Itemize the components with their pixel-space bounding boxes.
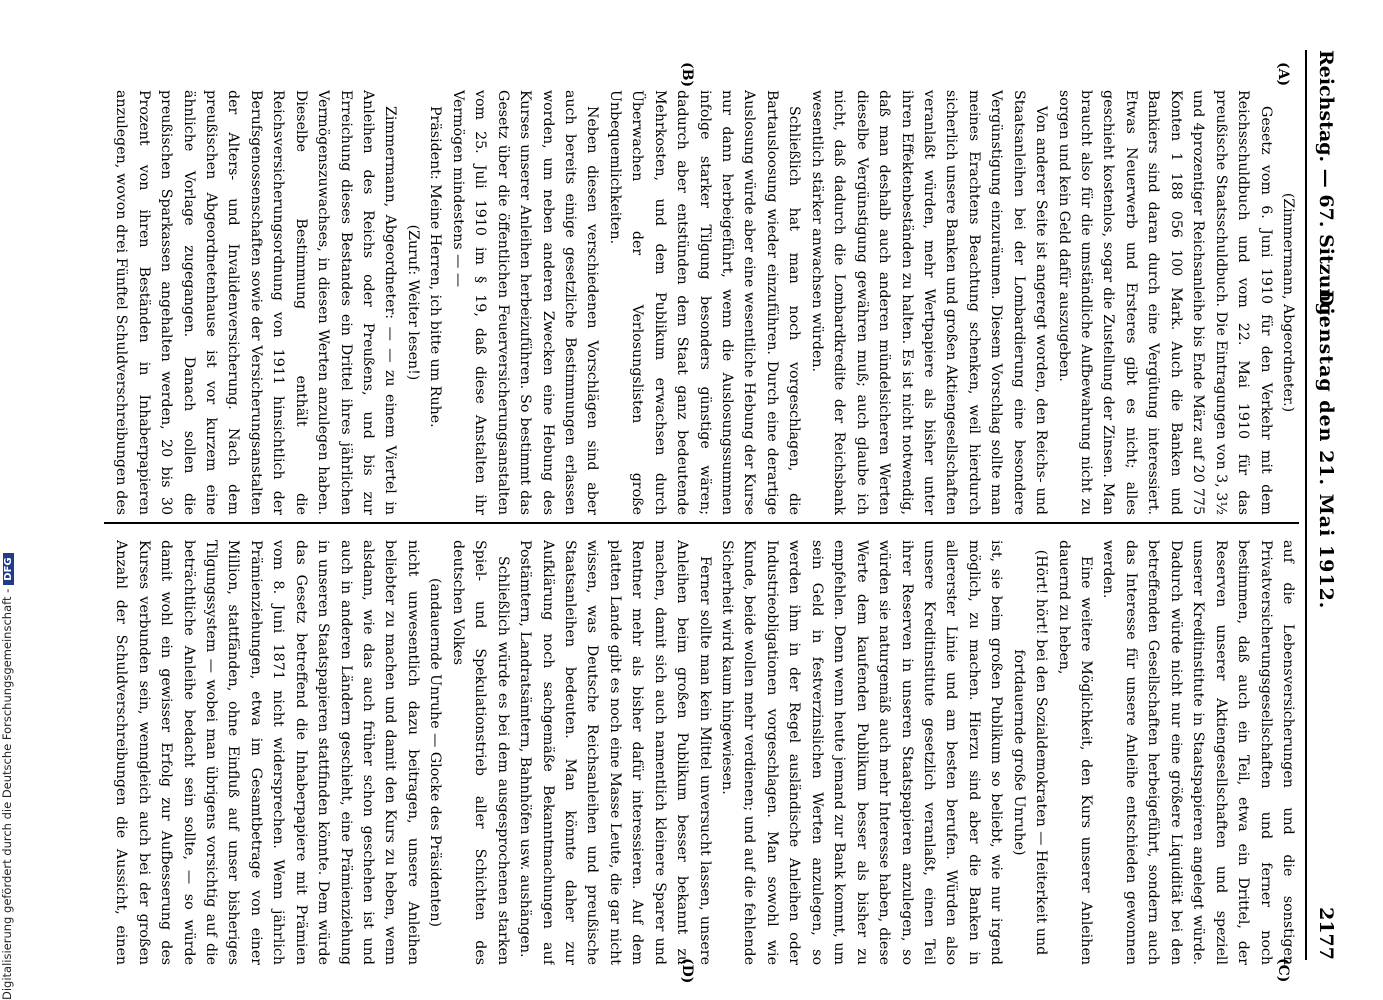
interjection: (Hört! hört! bei den Sozialdemokraten — Heiterkeit und fortdauernde große Unruhe) [1010,549,1050,956]
paragraph: auf die Lebensversicherungen und die sonstigen Privatversicherungsgesellschaften und ferner noch bestimmen, daß auch ein Teil, etwa ein Drittel, der Reserven unserer Aktiengesellschaften und speziell unserer Kreditinstitute in Staatspapieren angelegt würde. Dadurch würde nicht nur eine größere Liquidität bei den betreffenden Gesellschaften herbeigeführt, sondern auch das Interesse für unsere Anleihe entschieden gewonnen werden. [1100,540,1296,965]
header-session: Reichstag. — 67. Sitzung. [1315,50,1337,323]
column-divider [104,522,1299,524]
paragraph: Neben diesen verschiedenen Vorschlägen sind aber auch bereits einige gesetzliche Bestimmungen erlassen worden, um neben anderen Zwecken eine Hebung des Kurses unserer Anleihen herbeizuführen. So bestimmt das Gesetz über die öffentlichen Feuerversicherungsanstalten vom 25. Juli 1910 im § 19, daß diese Anstalten ihr Vermögen mindestens — — [449,90,601,515]
paragraph: Schließlich würde es bei dem ausgesprochenen starken Spiel- und Spekulationstrieb aller Schichten des deutschen Volkes [449,540,511,965]
speaker-line: (Zimmermann, Abgeordneter.) [1280,192,1296,413]
paragraph: Gesetz vom 6. Juni 1910 für den Verkehr mit dem Reichsschuldbuch und vom 22. Mai 1910 für das preußische Staatsschuldbuch. Die Eintragungen von 3, 3½ und 4prozentiger Reichsanleihe bis Ende März auf 20 775 Konten 1 188 056 100 Mark. Auch die Banken und Bankiers sind daran durch eine Vergütung interessiert. Etwas Neuerwerb und Ersteres gibt es nicht; alles geschieht kostenlos, sogar die Zustellung der Zinsen. Man braucht also für die umständliche Aufbewahrung nicht zu sorgen und kein Geld dafür auszugeben. [1055,90,1274,515]
paragraph: nicht unwesentlich dazu beitragen, unsere Anleihen beliebter zu machen und damit den Kurs zu heben, wenn alsdann, wie das auch früher schon geschehen ist und auch in anderen Ländern geschieht, eine Prämienziehung in unseren Staatspapieren stattfinden könnte. Dem würde das Gesetz betreffend die Inhaberpapiere mit Prämien vom 8. Juni 1871 nicht widersprechen. Wenn jährlich Prämienziehungen, etwa im Gesamtbetrage von einer Million, stattfänden, ohne Einfluß auf unser bisheriges Tilgungssystem — wobei man übrigens vorsichtig auf die beträchtliche Anleihe bedacht sein sollte, — so würde damit wohl ein gewisser Erfolg zur Aufbesserung des Kurses verbunden sein, wenngleich auch bei der großen Anzahl der Schuldverschreibungen die Aussicht, einen [113,540,421,965]
paragraph: Eine weitere Möglichkeit, den Kurs unserer Anleihen dauernd zu heben, [1055,540,1095,965]
margin-marker-d: (D) [679,958,695,984]
dfg-logo: DFG [3,553,14,584]
paragraph: Zimmermann, Abgeordneter: — — zu einem Viertel in Anleihen des Reichs oder Preußens, und bis zur Erreichung dieses Bestandes ein Drittel ihres jährlichen Vermögenszuwachses, in diesen Werten anzulegen haben. Dieselbe Bestimmung enthält die Reichsversicherungsordnung von 1911 hinsichtlich der Berufsgenossenschaften sowie der Versicherungsanstalten der Alters- und Invalidenversicherung. Nach dem preußischen Abgeordnetenhause ist vor kurzem eine ähnliche Vorlage zugegangen. Danach sollen die preußischen Sparkassen angehalten werden, 20 bis 30 Prozent von ihren Beständen in Inhaberpapieren anzulegen, wovon drei Fünftel Schuldverschreibungen des [113,90,399,515]
credit-text: Digitalisierung gefördert durch die Deutsche Forschungsgemeinschaft - [0,588,14,1000]
paragraph: ist, sie beim großen Publikum so beliebt, wie nur irgend möglich, zu machen. Hierzu sind aber die Banken in allererster Linie und am besten berufen. Würden also unsere Kreditinstitute gesetzlich veranlaßt, einen Teil ihrer Reserven in unseren Staatspapieren anzulegen, so würden sie naturgemäß auch mehr Interesse haben, diese Werte dem kaufenden Publikum besser als bisher zu empfehlen. Denn wenn heute jemand zur Bank kommt, um sein Geld in festverzinslichen Werten anzulegen, so werden ihm in der Regel ausländische Anleihen oder Industrieobligationen vorgeschlagen. Man sowohl wie Kunde, beide wollen mehr verdienen; und auf die fehlende Sicherheit wird kaum hingewiesen. [719,540,1005,965]
right-column [109,540,1299,965]
paragraph: Von anderer Seite ist angeregt worden, den Reichs- und Staatsanleihen bei der Lombardierung eine besondere Vergünstigung einzuräumen. Diesem Vorschlag sollte man meines Erachtens Beachtung schenken, weil hierdurch sicherlich unsere Banken und großen Aktiengesellschaften veranlaßt würden, mehr Wertpapiere als bisher unter ihren Effektenbeständen zu halten. Es ist nicht notwendig, daß man deshalb auch anderen mündelsicheren Werten dieselbe Vergünstigung gewähren muß; auch glaube ich nicht, daß dadurch die Lombardkredite der Reichsbank wesentlich stärker anwachsen würden. [808,90,1050,515]
margin-marker-c: (C) [1275,958,1291,983]
page-number: 2177 [1315,907,1337,960]
interjection: (andauernde Unruhe — Glocke des Präsidenten) [427,578,444,927]
interjection: (Zuruf: Weiter lesen!) [404,224,421,381]
page-header [1305,50,1341,960]
left-column [109,90,1299,515]
margin-marker-a: (A) [1275,62,1291,87]
digitization-credit [0,0,34,1000]
paragraph: Ferner sollte man kein Mittel unversucht lassen, unsere Anleihen beim großen Publikum besser bekannt zu machen, damit sich auch namentlich kleinere Sparer und Rentner mehr als bisher dafür interessieren. Auf dem platten Lande gibt es noch eine Masse Leute, die gar nicht wissen, was Deutsche Reichsanleihen und preußische Staatsanleihen bedeuten. Man könnte daher zur Aufklärung noch sachgemäße Bekanntmachungen auf Postämtern, Landratsämtern, Bahnhöfen usw. aushängen. [517,540,713,965]
header-date: Dienstag den 21. Mai 1912. [1315,290,1337,610]
paragraph: Schließlich hat man noch vorgeschlagen, die Bartausloosung wieder einzuführen. Durch eine derartige Auslosung würde aber eine wesentliche Hebung der Kurse nur dann herbeigeführt, wenn die Auslosungssummen infolge starker Tilgung besonders günstige wären; dadurch aber entstünden dem Staat ganz bedeutende Mehrkosten, und dem Publikum erwachsen durch Überwachen der Verlosungslisten große Unbequemlichkeiten. [606,90,803,515]
president-remark: Präsident: Meine Herren, ich bitte um Ruhe. [427,106,444,428]
margin-marker-b: (B) [679,62,695,88]
